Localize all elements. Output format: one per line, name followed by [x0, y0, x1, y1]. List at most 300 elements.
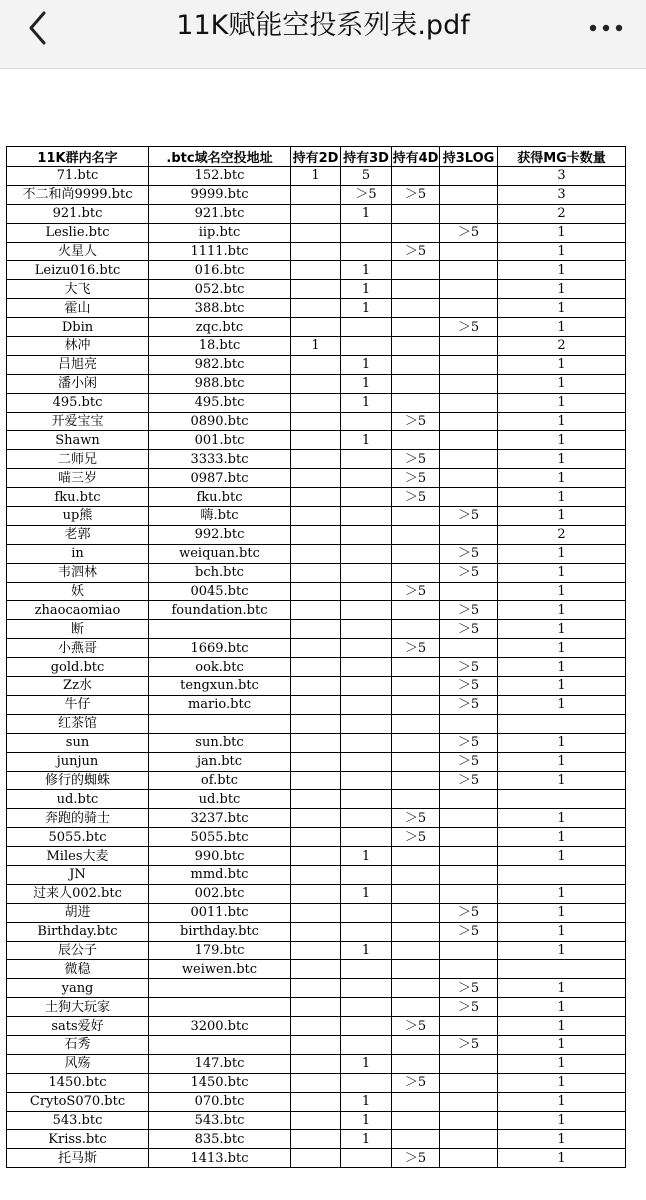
- table-cell: [392, 507, 440, 526]
- table-cell: [392, 658, 440, 677]
- table-cell: fku.btc: [7, 488, 149, 507]
- table-cell: 1: [291, 167, 341, 186]
- table-cell: 喵三岁: [7, 469, 149, 488]
- table-row: [7, 563, 626, 582]
- table-row: [7, 318, 626, 337]
- table-cell: [291, 582, 341, 601]
- table-cell: [291, 752, 341, 771]
- table-cell: 不二和尚9999.btc: [7, 185, 149, 204]
- table-row: [7, 185, 626, 204]
- table-cell: 2: [498, 525, 626, 544]
- table-cell: [498, 960, 626, 979]
- table-cell: 1: [498, 582, 626, 601]
- table-cell: [291, 828, 341, 847]
- table-cell: 风殇: [7, 1054, 149, 1073]
- table-cell: [440, 185, 498, 204]
- table-cell: 过来人002.btc: [7, 884, 149, 903]
- table-cell: [149, 1035, 291, 1054]
- table-cell: [392, 960, 440, 979]
- table-cell: [341, 695, 392, 714]
- table-cell: 1: [498, 639, 626, 658]
- table-cell: [341, 544, 392, 563]
- table-cell: [440, 1111, 498, 1130]
- table-row: [7, 884, 626, 903]
- table-cell: [291, 677, 341, 696]
- table-cell: [341, 809, 392, 828]
- table-cell: [392, 544, 440, 563]
- table-cell: 1: [341, 355, 392, 374]
- table-cell: 1: [498, 1017, 626, 1036]
- table-cell: ＞5: [440, 979, 498, 998]
- table-cell: [291, 261, 341, 280]
- table-cell: [291, 507, 341, 526]
- table-cell: 179.btc: [149, 941, 291, 960]
- table-cell: 147.btc: [149, 1054, 291, 1073]
- table-cell: [392, 223, 440, 242]
- table-cell: of.btc: [149, 771, 291, 790]
- table-cell: [291, 847, 341, 866]
- table-cell: [392, 393, 440, 412]
- table-cell: ＞5: [440, 318, 498, 337]
- table-cell: [440, 828, 498, 847]
- table-row: [7, 733, 626, 752]
- table-cell: 微稳: [7, 960, 149, 979]
- table-row: [7, 242, 626, 261]
- table-cell: [291, 884, 341, 903]
- table-cell: ud.btc: [7, 790, 149, 809]
- table-cell: [291, 922, 341, 941]
- table-cell: [291, 412, 341, 431]
- table-cell: ＞5: [440, 223, 498, 242]
- table-cell: [392, 922, 440, 941]
- table-row: [7, 1035, 626, 1054]
- table-row: [7, 1149, 626, 1168]
- table-cell: [392, 167, 440, 186]
- table-cell: [291, 1092, 341, 1111]
- table-cell: [291, 620, 341, 639]
- table-cell: [392, 677, 440, 696]
- table-cell: [341, 507, 392, 526]
- table-cell: 1: [341, 1092, 392, 1111]
- table-cell: 3: [498, 167, 626, 186]
- table-cell: 1: [498, 884, 626, 903]
- table-cell: [341, 960, 392, 979]
- table-cell: ＞5: [440, 998, 498, 1017]
- table-cell: 18.btc: [149, 337, 291, 356]
- table-row: [7, 1092, 626, 1111]
- table-cell: 1: [341, 374, 392, 393]
- table-cell: [440, 355, 498, 374]
- table-cell: 2: [498, 204, 626, 223]
- table-cell: [498, 790, 626, 809]
- table-cell: [498, 865, 626, 884]
- table-cell: 1: [498, 488, 626, 507]
- table-cell: [440, 337, 498, 356]
- table-cell: [392, 790, 440, 809]
- table-cell: [440, 865, 498, 884]
- column-header: 持有3D: [341, 147, 392, 167]
- column-header: 持有2D: [291, 147, 341, 167]
- table-cell: [440, 280, 498, 299]
- table-cell: [440, 525, 498, 544]
- table-row: [7, 903, 626, 922]
- table-cell: [341, 790, 392, 809]
- table-cell: zqc.btc: [149, 318, 291, 337]
- table-cell: [291, 601, 341, 620]
- table-cell: [291, 979, 341, 998]
- table-cell: 1: [498, 620, 626, 639]
- table-cell: [341, 677, 392, 696]
- table-row: [7, 677, 626, 696]
- table-cell: 1: [498, 771, 626, 790]
- table-row: [7, 790, 626, 809]
- table-cell: 断: [7, 620, 149, 639]
- table-cell: 1: [498, 903, 626, 922]
- table-cell: 1: [498, 809, 626, 828]
- table-cell: [291, 903, 341, 922]
- table-row: [7, 1111, 626, 1130]
- table-cell: [440, 412, 498, 431]
- table-cell: [291, 1054, 341, 1073]
- table-cell: 林冲: [7, 337, 149, 356]
- table-row: [7, 355, 626, 374]
- table-row: [7, 922, 626, 941]
- table-cell: [440, 809, 498, 828]
- table-cell: 1: [498, 752, 626, 771]
- column-header: .btc域名空投地址: [149, 147, 291, 167]
- table-cell: Miles大麦: [7, 847, 149, 866]
- table-cell: 001.btc: [149, 431, 291, 450]
- table-cell: 1: [498, 299, 626, 318]
- table-cell: 霍山: [7, 299, 149, 318]
- table-cell: 070.btc: [149, 1092, 291, 1111]
- table-cell: ＞5: [392, 809, 440, 828]
- table-cell: [341, 771, 392, 790]
- table-cell: 835.btc: [149, 1130, 291, 1149]
- column-header: 持3LOG: [440, 147, 498, 167]
- table-cell: 石秀: [7, 1035, 149, 1054]
- table-cell: ＞5: [392, 185, 440, 204]
- table-cell: [392, 752, 440, 771]
- table-cell: 1: [498, 450, 626, 469]
- table-cell: [291, 242, 341, 261]
- table-cell: [440, 469, 498, 488]
- table-cell: 543.btc: [7, 1111, 149, 1130]
- table-cell: [341, 601, 392, 620]
- table-cell: [291, 185, 341, 204]
- table-cell: [291, 374, 341, 393]
- table-cell: 潘小闲: [7, 374, 149, 393]
- table-cell: 1: [341, 261, 392, 280]
- table-cell: 1: [498, 374, 626, 393]
- table-row: [7, 167, 626, 186]
- table-row: [7, 469, 626, 488]
- table-cell: [440, 299, 498, 318]
- table-cell: ＞5: [440, 922, 498, 941]
- table-row: [7, 261, 626, 280]
- table-cell: 1: [498, 601, 626, 620]
- table-cell: [291, 525, 341, 544]
- table-cell: 1: [498, 1035, 626, 1054]
- table-cell: 495.btc: [7, 393, 149, 412]
- table-cell: [392, 1130, 440, 1149]
- table-cell: 1450.btc: [149, 1073, 291, 1092]
- table-cell: 152.btc: [149, 167, 291, 186]
- table-cell: 1: [498, 318, 626, 337]
- table-cell: [392, 280, 440, 299]
- table-cell: [291, 431, 341, 450]
- table-cell: [291, 393, 341, 412]
- table-cell: [341, 563, 392, 582]
- table-cell: 982.btc: [149, 355, 291, 374]
- table-cell: [440, 941, 498, 960]
- table-cell: [291, 658, 341, 677]
- table-cell: ＞5: [440, 563, 498, 582]
- table-cell: 3237.btc: [149, 809, 291, 828]
- table-cell: [440, 639, 498, 658]
- table-cell: [341, 1017, 392, 1036]
- table-cell: [341, 525, 392, 544]
- table-cell: [291, 960, 341, 979]
- table-row: [7, 450, 626, 469]
- table-cell: [341, 318, 392, 337]
- table-cell: [149, 620, 291, 639]
- table-row: [7, 695, 626, 714]
- table-cell: 1: [498, 941, 626, 960]
- table-cell: 1: [498, 393, 626, 412]
- table-cell: [341, 714, 392, 733]
- table-cell: [291, 695, 341, 714]
- table-cell: [341, 242, 392, 261]
- table-cell: [392, 261, 440, 280]
- table-cell: 1: [498, 1130, 626, 1149]
- table-cell: 红茶馆: [7, 714, 149, 733]
- table-cell: [392, 525, 440, 544]
- table-cell: ＞5: [440, 695, 498, 714]
- table-cell: 火星人: [7, 242, 149, 261]
- table-cell: [291, 1035, 341, 1054]
- table-cell: [440, 393, 498, 412]
- table-cell: [291, 280, 341, 299]
- table-cell: [392, 1035, 440, 1054]
- table-cell: ＞5: [392, 450, 440, 469]
- table-cell: 1: [498, 1111, 626, 1130]
- table-cell: [341, 1073, 392, 1092]
- table-cell: birthday.btc: [149, 922, 291, 941]
- table-cell: [440, 1073, 498, 1092]
- more-dots-icon[interactable]: [584, 8, 628, 48]
- table-cell: [392, 941, 440, 960]
- table-cell: [291, 771, 341, 790]
- table-cell: 小燕哥: [7, 639, 149, 658]
- table-cell: 1: [341, 884, 392, 903]
- table-cell: [498, 714, 626, 733]
- table-cell: 1: [498, 223, 626, 242]
- table-cell: 0011.btc: [149, 903, 291, 922]
- table-cell: ＞5: [440, 771, 498, 790]
- table-cell: [392, 1111, 440, 1130]
- table-cell: [392, 601, 440, 620]
- table-cell: 嗨.btc: [149, 507, 291, 526]
- table-cell: Kriss.btc: [7, 1130, 149, 1149]
- table-row: [7, 620, 626, 639]
- table-cell: 1450.btc: [7, 1073, 149, 1092]
- table-cell: 1413.btc: [149, 1149, 291, 1168]
- table-cell: [291, 488, 341, 507]
- table-cell: yang: [7, 979, 149, 998]
- table-cell: 1: [498, 695, 626, 714]
- chevron-left-icon[interactable]: [20, 8, 60, 48]
- table-cell: foundation.btc: [149, 601, 291, 620]
- table-cell: [440, 488, 498, 507]
- table-row: [7, 639, 626, 658]
- table-cell: [440, 1092, 498, 1111]
- table-row: [7, 204, 626, 223]
- table-cell: 大飞: [7, 280, 149, 299]
- table-cell: ＞5: [392, 242, 440, 261]
- table-cell: [440, 884, 498, 903]
- table-cell: 1: [498, 847, 626, 866]
- table-row: [7, 714, 626, 733]
- table-cell: [291, 714, 341, 733]
- table-cell: [291, 1149, 341, 1168]
- table-cell: 奔跑的骑士: [7, 809, 149, 828]
- table-cell: [392, 355, 440, 374]
- table-cell: 1: [498, 922, 626, 941]
- table-cell: [440, 960, 498, 979]
- table-cell: iip.btc: [149, 223, 291, 242]
- table-cell: 1: [341, 299, 392, 318]
- table-cell: 1: [498, 998, 626, 1017]
- table-cell: ＞5: [440, 620, 498, 639]
- table-cell: 1: [341, 280, 392, 299]
- table-cell: Dbin: [7, 318, 149, 337]
- table-cell: 988.btc: [149, 374, 291, 393]
- table-row: [7, 865, 626, 884]
- table-cell: [440, 1017, 498, 1036]
- table-cell: [341, 903, 392, 922]
- table-cell: 9999.btc: [149, 185, 291, 204]
- table-cell: [392, 318, 440, 337]
- table-row: [7, 771, 626, 790]
- table-cell: 2: [498, 337, 626, 356]
- table-cell: 5055.btc: [7, 828, 149, 847]
- table-cell: 0890.btc: [149, 412, 291, 431]
- table-cell: [341, 1035, 392, 1054]
- table-cell: [440, 1054, 498, 1073]
- table-cell: 1: [498, 355, 626, 374]
- table-row: [7, 960, 626, 979]
- table-cell: Leizu016.btc: [7, 261, 149, 280]
- pdf-page: [0, 69, 646, 1200]
- table-cell: [392, 299, 440, 318]
- table-cell: 1: [498, 280, 626, 299]
- table-row: [7, 809, 626, 828]
- table-cell: [341, 337, 392, 356]
- table-cell: [392, 695, 440, 714]
- table-cell: [341, 979, 392, 998]
- table-body: [7, 167, 626, 1168]
- table-cell: in: [7, 544, 149, 563]
- table-row: [7, 752, 626, 771]
- table-cell: 吕旭亮: [7, 355, 149, 374]
- table-cell: [291, 639, 341, 658]
- table-cell: [392, 337, 440, 356]
- table-cell: 老郭: [7, 525, 149, 544]
- table-cell: Shawn: [7, 431, 149, 450]
- table-cell: [392, 563, 440, 582]
- table-cell: 1: [498, 677, 626, 696]
- table-cell: 016.btc: [149, 261, 291, 280]
- table-cell: 辰公子: [7, 941, 149, 960]
- table-cell: 1: [498, 658, 626, 677]
- table-cell: sun.btc: [149, 733, 291, 752]
- table-cell: [291, 998, 341, 1017]
- table-cell: [291, 1111, 341, 1130]
- table-row: [7, 998, 626, 1017]
- table-cell: [392, 374, 440, 393]
- table-cell: 71.btc: [7, 167, 149, 186]
- table-cell: [392, 714, 440, 733]
- table-cell: [341, 488, 392, 507]
- table-cell: 1: [498, 242, 626, 261]
- table-row: [7, 941, 626, 960]
- table-row: [7, 337, 626, 356]
- table-cell: 0045.btc: [149, 582, 291, 601]
- table-cell: 二师兄: [7, 450, 149, 469]
- column-header: 11K群内名字: [7, 147, 149, 167]
- table-cell: [149, 979, 291, 998]
- table-cell: ＞5: [392, 488, 440, 507]
- table-cell: [341, 1149, 392, 1168]
- table-row: [7, 299, 626, 318]
- table-cell: 990.btc: [149, 847, 291, 866]
- table-row: [7, 431, 626, 450]
- table-cell: [341, 469, 392, 488]
- table-cell: 开爱宝宝: [7, 412, 149, 431]
- table-row: [7, 1073, 626, 1092]
- table-cell: 1: [341, 393, 392, 412]
- table-cell: [341, 658, 392, 677]
- table-row: [7, 223, 626, 242]
- table-cell: 1: [341, 204, 392, 223]
- table-cell: [291, 355, 341, 374]
- table-cell: [440, 1149, 498, 1168]
- table-cell: 495.btc: [149, 393, 291, 412]
- table-cell: [392, 903, 440, 922]
- table-cell: [341, 582, 392, 601]
- table-cell: sats爱好: [7, 1017, 149, 1036]
- table-row: [7, 280, 626, 299]
- table-cell: ＞5: [440, 733, 498, 752]
- table-cell: mario.btc: [149, 695, 291, 714]
- table-cell: 0987.btc: [149, 469, 291, 488]
- table-cell: ＞5: [392, 1149, 440, 1168]
- table-cell: [291, 204, 341, 223]
- table-cell: [341, 639, 392, 658]
- table-cell: [440, 374, 498, 393]
- table-cell: [341, 733, 392, 752]
- table-cell: ＞5: [440, 507, 498, 526]
- table-cell: ＞5: [440, 658, 498, 677]
- table-cell: [291, 733, 341, 752]
- table-cell: [440, 167, 498, 186]
- table-cell: [341, 450, 392, 469]
- table-cell: 1: [498, 563, 626, 582]
- table-cell: [392, 620, 440, 639]
- table-cell: [149, 714, 291, 733]
- table-cell: [291, 450, 341, 469]
